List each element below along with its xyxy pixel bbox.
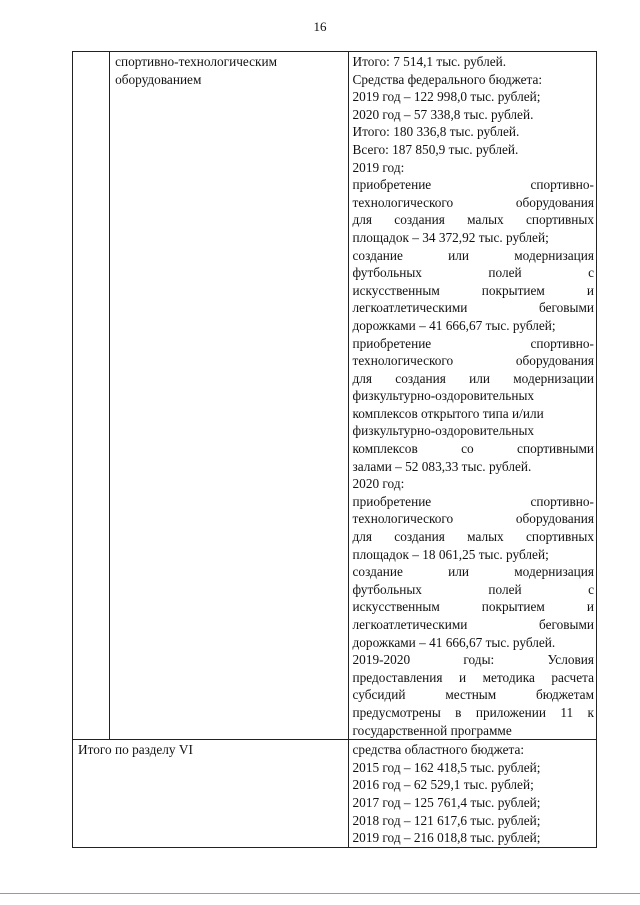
text-line: площадок – 18 061,25 тыс. рублей; bbox=[352, 546, 549, 562]
text-line: 2015 год – 162 418,5 тыс. рублей; bbox=[352, 759, 541, 775]
text-line: физкультурно-оздоровительных bbox=[352, 423, 535, 439]
table-cell-description bbox=[110, 52, 348, 740]
text-line: для создания малых спортивных bbox=[352, 529, 594, 545]
text-line: приобретение спортивно- bbox=[352, 335, 594, 351]
text-line: физкультурно-оздоровительных bbox=[352, 388, 535, 404]
text-line: площадок – 34 372,92 тыс. рублей; bbox=[352, 229, 549, 245]
text-line: 2020 год: bbox=[352, 476, 405, 492]
text-line: залами – 52 083,33 тыс. рублей. bbox=[352, 458, 532, 474]
text-line: легкоатлетическими беговыми bbox=[352, 617, 594, 632]
text-line: 2018 год – 121 617,6 тыс. рублей; bbox=[352, 812, 541, 828]
text-line: 2016 год – 62 529,1 тыс. рублей; bbox=[352, 777, 534, 793]
text-line: для создания или модернизации bbox=[352, 370, 594, 386]
page-number: 16 bbox=[313, 19, 327, 34]
section-total-text: Итого по разделу VI bbox=[78, 742, 193, 758]
text-line: 2019-2020 годы: Условия bbox=[352, 652, 594, 668]
text-line: дорожками – 41 666,67 тыс. рублей; bbox=[352, 317, 556, 333]
text-line: 2019 год – 122 998,0 тыс. рублей; bbox=[352, 89, 541, 105]
text-line: искусственным покрытием и bbox=[352, 282, 594, 298]
text-line: приобретение спортивно- bbox=[352, 493, 594, 509]
text-line: приобретение спортивно- bbox=[352, 177, 594, 193]
text-line: оборудованием bbox=[115, 71, 202, 87]
text-line: субсидий местным бюджетам bbox=[352, 687, 594, 703]
text-line: футбольных полей с bbox=[352, 581, 594, 597]
text-line: Средства федерального бюджета: bbox=[352, 71, 543, 87]
text-line: технологического оборудования bbox=[352, 511, 594, 527]
budget-table bbox=[72, 51, 597, 848]
text-line: дорожками – 41 666,67 тыс. рублей. bbox=[352, 634, 556, 650]
text-line: Всего: 187 850,9 тыс. рублей. bbox=[352, 141, 519, 157]
table-cell-section-funding bbox=[348, 740, 596, 848]
text-line: 2017 год – 125 761,4 тыс. рублей; bbox=[352, 794, 541, 810]
section-total-label bbox=[73, 740, 349, 848]
text-line: технологического оборудования bbox=[352, 194, 594, 210]
text-line: комплексов открытого типа и/или bbox=[352, 405, 544, 421]
text-line: 2020 год – 57 338,8 тыс. рублей. bbox=[352, 106, 534, 122]
text-line: футбольных полей с bbox=[352, 265, 594, 281]
text-line: предусмотрены в приложении 11 к bbox=[352, 704, 594, 720]
text-line: легкоатлетическими беговыми bbox=[352, 300, 594, 316]
text-line: 2019 год – 216 018,8 тыс. рублей; bbox=[352, 830, 541, 846]
text-line: создание или модернизация bbox=[352, 247, 594, 263]
text-line: Итого: 7 514,1 тыс. рублей. bbox=[352, 54, 507, 69]
text-line: 2019 год: bbox=[352, 159, 405, 175]
text-line: Итого: 180 336,8 тыс. рублей. bbox=[352, 124, 520, 140]
text-line: технологического оборудования bbox=[352, 353, 594, 369]
text-line: создание или модернизация bbox=[352, 564, 594, 580]
table-row bbox=[73, 52, 597, 740]
text-line: для создания малых спортивных bbox=[352, 212, 594, 228]
text-line: предоставления и методика расчета bbox=[352, 669, 594, 685]
text-line: средства областного бюджета: bbox=[352, 742, 525, 758]
text-line: искусственным покрытием и bbox=[352, 599, 594, 615]
table-row-summary bbox=[73, 740, 597, 848]
text-line: спортивно-технологическим bbox=[115, 54, 278, 69]
text-line: комплексов со спортивными bbox=[352, 441, 594, 457]
table-cell-funding bbox=[348, 52, 596, 740]
table-cell-empty bbox=[73, 52, 110, 740]
page-bottom-rule bbox=[0, 893, 640, 894]
text-line: государственной программе bbox=[352, 722, 512, 738]
